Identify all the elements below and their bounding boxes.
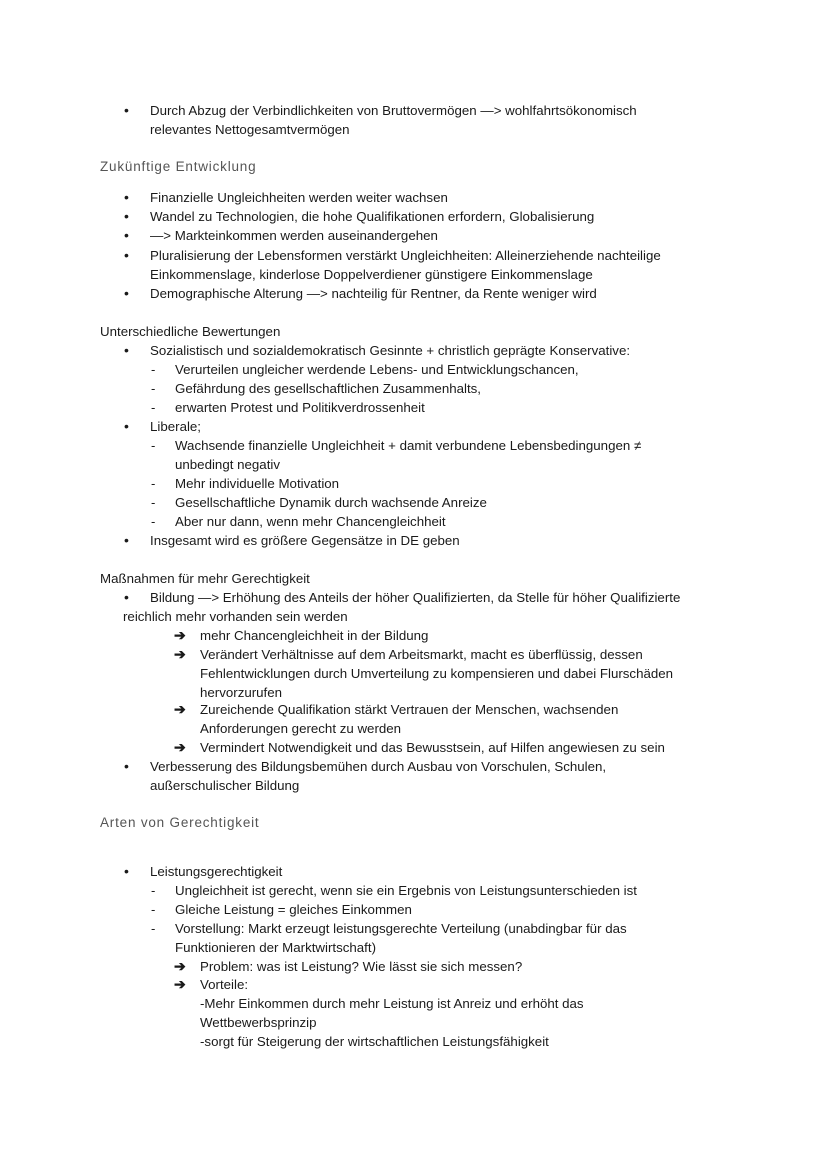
bullet-marker: • xyxy=(124,102,129,118)
bullet-marker: • xyxy=(124,758,129,774)
sub-item: Wachsende finanzielle Ungleichheit + damit verbundene Lebensbedingungen ≠ xyxy=(175,438,642,453)
list-item: Pluralisierung der Lebensformen verstärkt Ungleichheiten: Alleinerziehende nachteilige xyxy=(150,248,661,263)
arrow-icon: ➔ xyxy=(174,701,186,717)
dash-marker: - xyxy=(151,883,156,898)
bullet-marker: • xyxy=(124,189,129,205)
list-item: reichlich mehr vorhanden sein werden xyxy=(123,609,348,624)
dash-marker: - xyxy=(151,921,156,936)
heading-future: Zukünftige Entwicklung xyxy=(100,159,257,174)
dash-marker: - xyxy=(151,400,156,415)
list-item: Bildung —> Erhöhung des Anteils der höher Qualifizierten, da Stelle für höher Qualifizierte xyxy=(150,590,681,605)
arrow-icon: ➔ xyxy=(174,646,186,662)
dash-marker: - xyxy=(151,476,156,491)
arrow-item: Wettbewerbsprinzip xyxy=(200,1015,317,1030)
arrow-item: Fehlentwicklungen durch Umverteilung zu kompensieren und dabei Flurschäden xyxy=(200,666,674,681)
sub-item: Verurteilen ungleicher werdende Lebens- und Entwicklungschancen, xyxy=(175,362,579,377)
list-item: Insgesamt wird es größere Gegensätze in DE geben xyxy=(150,533,460,548)
arrow-item: Problem: was ist Leistung? Wie lässt sie sich messen? xyxy=(200,959,523,974)
arrow-icon: ➔ xyxy=(174,976,186,992)
arrow-item: Anforderungen gerecht zu werden xyxy=(200,721,402,736)
intro-line: relevantes Nettogesamtvermögen xyxy=(150,122,350,137)
list-item: Finanzielle Ungleichheiten werden weiter wachsen xyxy=(150,190,448,205)
list-item: —> Markteinkommen werden auseinandergehen xyxy=(150,228,438,243)
arrow-item: mehr Chancengleichheit in der Bildung xyxy=(200,628,429,643)
arrow-item: -sorgt für Steigerung der wirtschaftlichen Leistungsfähigkeit xyxy=(200,1034,549,1049)
sub-item: Ungleichheit ist gerecht, wenn sie ein Ergebnis von Leistungsunterschieden ist xyxy=(175,883,637,898)
arrow-item: -Mehr Einkommen durch mehr Leistung ist Anreiz und erhöht das xyxy=(200,996,584,1011)
list-item: Sozialistisch und sozialdemokratisch Gesinnte + christlich geprägte Konservative: xyxy=(150,343,631,358)
sub-item: Funktionieren der Marktwirtschaft) xyxy=(175,940,376,955)
dash-marker: - xyxy=(151,381,156,396)
heading-measures: Maßnahmen für mehr Gerechtigkeit xyxy=(100,571,310,586)
bullet-marker: • xyxy=(124,532,129,548)
arrow-icon: ➔ xyxy=(174,627,186,643)
dash-marker: - xyxy=(151,362,156,377)
bullet-marker: • xyxy=(124,418,129,434)
list-item: außerschulischer Bildung xyxy=(150,778,300,793)
sub-item: Aber nur dann, wenn mehr Chancengleichheit xyxy=(175,514,446,529)
list-item: Demographische Alterung —> nachteilig für Rentner, da Rente weniger wird xyxy=(150,286,597,301)
list-item: Einkommenslage, kinderlose Doppelverdiener günstigere Einkommenslage xyxy=(150,267,593,282)
list-item: Verbesserung des Bildungsbemühen durch Ausbau von Vorschulen, Schulen, xyxy=(150,759,607,774)
dash-marker: - xyxy=(151,514,156,529)
bullet-marker: • xyxy=(124,863,129,879)
list-item: Liberale; xyxy=(150,419,202,434)
bullet-marker: • xyxy=(124,285,129,301)
sub-item: Gefährdung des gesellschaftlichen Zusammenhalts, xyxy=(175,381,481,396)
bullet-marker: • xyxy=(124,247,129,263)
bullet-marker: • xyxy=(124,342,129,358)
bullet-marker: • xyxy=(124,227,129,243)
sub-item: Gesellschaftliche Dynamik durch wachsende Anreize xyxy=(175,495,487,510)
dash-marker: - xyxy=(151,902,156,917)
arrow-icon: ➔ xyxy=(174,958,186,974)
arrow-icon: ➔ xyxy=(174,739,186,755)
dash-marker: - xyxy=(151,495,156,510)
arrow-item: Verändert Verhältnisse auf dem Arbeitsmarkt, macht es überflüssig, dessen xyxy=(200,647,643,662)
sub-item: Vorstellung: Markt erzeugt leistungsgerechte Verteilung (unabdingbar für das xyxy=(175,921,627,936)
intro-line: Durch Abzug der Verbindlichkeiten von Bruttovermögen —> wohlfahrtsökonomisch xyxy=(150,103,637,118)
arrow-item: Zureichende Qualifikation stärkt Vertrauen der Menschen, wachsenden xyxy=(200,702,619,717)
arrow-item: Vorteile: xyxy=(200,977,249,992)
list-item: Wandel zu Technologien, die hohe Qualifikationen erfordern, Globalisierung xyxy=(150,209,595,224)
bullet-marker: • xyxy=(124,589,129,605)
sub-item: unbedingt negativ xyxy=(175,457,280,472)
list-item: Leistungsgerechtigkeit xyxy=(150,864,283,879)
sub-item: Mehr individuelle Motivation xyxy=(175,476,340,491)
heading-ratings: Unterschiedliche Bewertungen xyxy=(100,324,281,339)
dash-marker: - xyxy=(151,438,156,453)
sub-item: Gleiche Leistung = gleiches Einkommen xyxy=(175,902,412,917)
bullet-marker: • xyxy=(124,208,129,224)
arrow-item: hervorzurufen xyxy=(200,685,283,700)
sub-item: erwarten Protest und Politikverdrossenheit xyxy=(175,400,425,415)
arrow-item: Vermindert Notwendigkeit und das Bewusstsein, auf Hilfen angewiesen zu sein xyxy=(200,740,665,755)
heading-types: Arten von Gerechtigkeit xyxy=(100,815,260,830)
